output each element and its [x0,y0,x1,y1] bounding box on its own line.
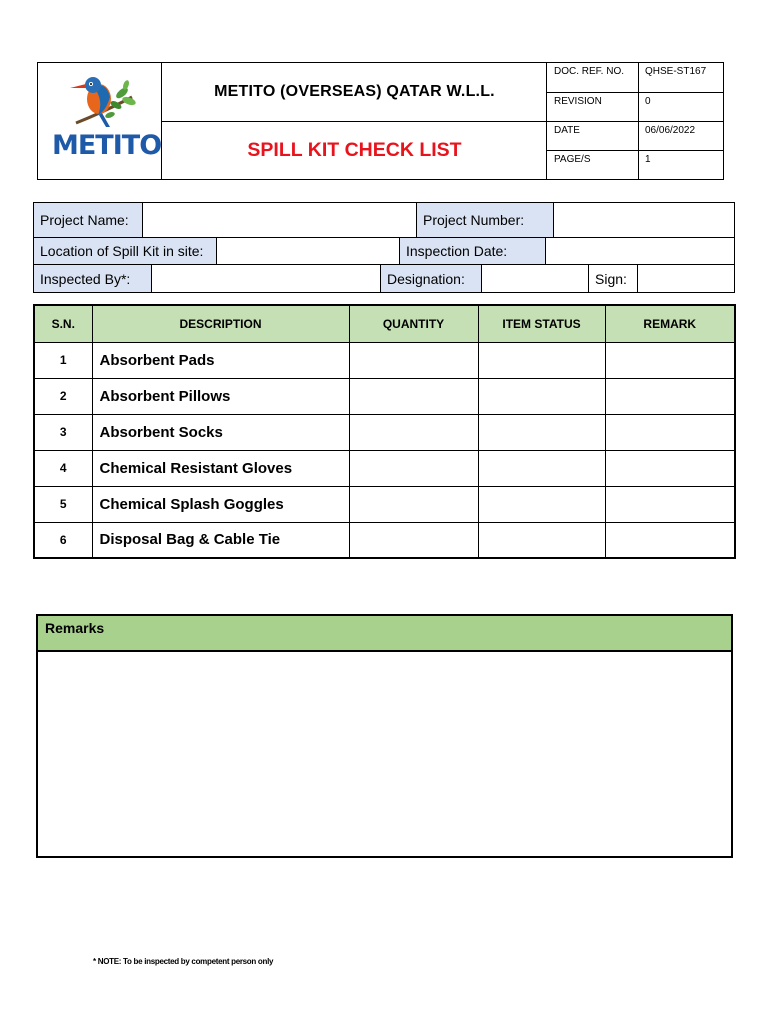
table-header-row [34,305,735,342]
row-status-cell[interactable] [478,414,605,450]
row-sn: 2 [34,378,92,414]
meta-value: 1 [645,154,651,165]
row-quantity-cell[interactable] [349,522,478,558]
info-row [34,238,734,265]
row-quantity-cell[interactable] [349,378,478,414]
project-number-label: Project Number: [417,203,554,237]
row-quantity-cell[interactable] [349,486,478,522]
meta-row-pages [547,151,723,179]
row-status-cell[interactable] [478,486,605,522]
meta-key: PAGE/S [547,151,639,179]
meta-key: REVISION [547,93,639,121]
project-number-field[interactable] [554,203,734,237]
location-field[interactable] [217,238,400,264]
table-row [34,342,735,378]
project-info-table [33,202,735,293]
project-name-label: Project Name: [34,203,143,237]
meta-row-doc-ref [547,63,723,93]
logo-text: METITO [52,130,162,161]
table-row [34,522,735,558]
row-description: Chemical Resistant Gloves [92,450,349,486]
column-header-quantity: QUANTITY [349,305,478,342]
table-row [34,486,735,522]
row-remark-cell[interactable] [605,486,735,522]
meta-value: QHSE-ST167 [645,66,707,77]
meta-row-revision [547,93,723,122]
row-remark-cell[interactable] [605,450,735,486]
remarks-box [36,614,733,858]
logo-cell [38,63,162,179]
row-sn: 6 [34,522,92,558]
document-header [37,62,724,180]
row-status-cell[interactable] [478,342,605,378]
row-description: Disposal Bag & Cable Tie [92,522,349,558]
document-meta [547,63,723,179]
remarks-heading: Remarks [38,616,731,652]
row-description: Absorbent Socks [92,414,349,450]
designation-label: Designation: [381,265,482,292]
row-description: Chemical Splash Goggles [92,486,349,522]
row-description: Absorbent Pillows [92,378,349,414]
row-sn: 1 [34,342,92,378]
meta-key: DOC. REF. NO. [547,63,639,92]
row-remark-cell[interactable] [605,414,735,450]
kingfisher-bird-logo-icon [66,71,138,133]
meta-row-date [547,122,723,151]
meta-value: 0 [645,96,651,107]
inspection-date-label: Inspection Date: [400,238,546,264]
info-row [34,203,734,238]
row-sn: 4 [34,450,92,486]
inspected-by-field[interactable] [152,265,381,292]
column-header-description: DESCRIPTION [92,305,349,342]
row-status-cell[interactable] [478,450,605,486]
location-label: Location of Spill Kit in site: [34,238,217,264]
company-name: METITO (OVERSEAS) QATAR W.L.L. [162,63,547,122]
column-header-sn: S.N. [34,305,92,342]
footnote: * NOTE: To be inspected by competent person only [93,957,274,966]
meta-value: 06/06/2022 [645,125,696,136]
row-quantity-cell[interactable] [349,342,478,378]
inspected-by-label: Inspected By*: [34,265,152,292]
designation-field[interactable] [482,265,589,292]
spill-kit-items-table [33,304,736,559]
meta-key: DATE [547,122,639,150]
column-header-remark: REMARK [605,305,735,342]
row-status-cell[interactable] [478,522,605,558]
project-name-field[interactable] [143,203,417,237]
row-sn: 3 [34,414,92,450]
info-row [34,265,734,292]
title-cell [162,63,547,179]
column-header-item-status: ITEM STATUS [478,305,605,342]
table-row [34,378,735,414]
row-status-cell[interactable] [478,378,605,414]
row-description: Absorbent Pads [92,342,349,378]
row-sn: 5 [34,486,92,522]
row-quantity-cell[interactable] [349,450,478,486]
row-remark-cell[interactable] [605,522,735,558]
table-row [34,414,735,450]
row-quantity-cell[interactable] [349,414,478,450]
remarks-body-field[interactable] [38,652,731,852]
table-row [34,450,735,486]
row-remark-cell[interactable] [605,378,735,414]
sign-label: Sign: [589,265,638,292]
document-title: SPILL KIT CHECK LIST [247,139,462,161]
row-remark-cell[interactable] [605,342,735,378]
sign-field[interactable] [638,265,734,292]
inspection-date-field[interactable] [546,238,734,264]
